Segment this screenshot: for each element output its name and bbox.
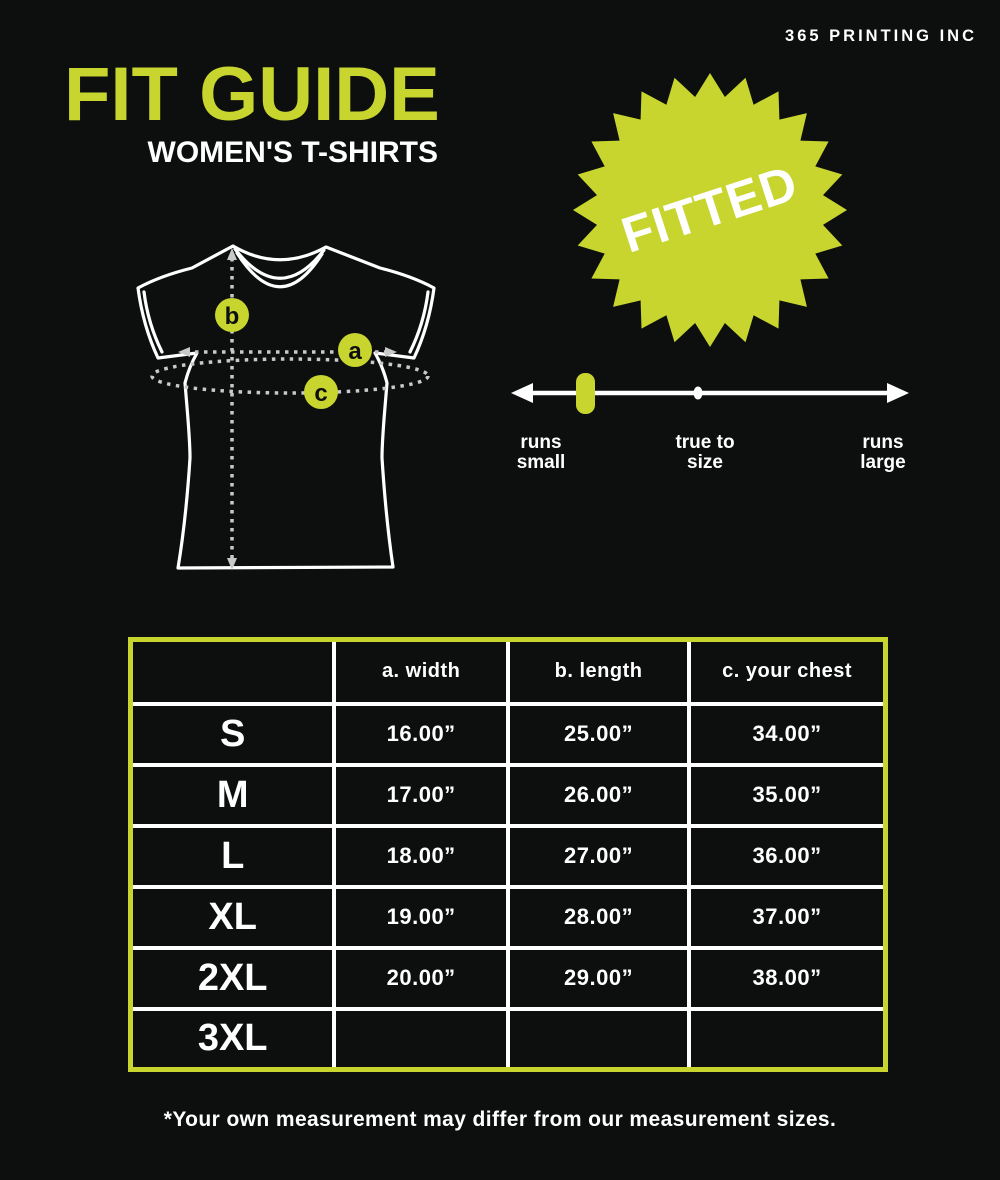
scale-label-line: runs: [862, 432, 904, 453]
collar-band-line-2: [237, 253, 322, 287]
table-cell: 20.00”: [334, 948, 508, 1009]
table-cell: 19.00”: [334, 887, 508, 948]
table-cell: 34.00”: [689, 704, 885, 765]
marker-a-label: a: [348, 338, 362, 365]
fitted-badge: [560, 60, 860, 360]
table-cell: 18.00”: [334, 826, 508, 887]
table-cell: 37.00”: [689, 887, 885, 948]
true-to-size-dot: [694, 387, 703, 400]
size-cell: M: [131, 765, 335, 826]
table-cell: 35.00”: [689, 765, 885, 826]
size-cell: 2XL: [131, 948, 335, 1009]
marker-a: [338, 333, 372, 367]
table-cell: 38.00”: [689, 948, 885, 1009]
table-cell: 17.00”: [334, 765, 508, 826]
table-row: [131, 948, 886, 1009]
table-cell: [508, 1009, 689, 1070]
scale-label-runs-large: [838, 433, 928, 473]
marker-b-label: b: [224, 303, 240, 330]
table-cell: 16.00”: [334, 704, 508, 765]
size-cell: S: [131, 704, 335, 765]
table-cell: 25.00”: [508, 704, 689, 765]
table-cell: 27.00”: [508, 826, 689, 887]
table-header-width: a. width: [334, 640, 508, 704]
size-cell: L: [131, 826, 335, 887]
size-table: [128, 637, 888, 1072]
table-header-length: b. length: [508, 640, 689, 704]
fit-scale: [505, 370, 915, 420]
table-row: [131, 1009, 886, 1070]
table-header-row: [131, 640, 886, 704]
footnote: *Your own measurement may differ from our measurement sizes.: [163, 1108, 837, 1131]
table-row: [131, 765, 886, 826]
scale-label-line: true to: [675, 432, 735, 453]
table-row: [131, 826, 886, 887]
table-cell: [689, 1009, 885, 1070]
scale-label-true-to-size: [655, 433, 755, 473]
fit-scale-marker: [576, 373, 595, 414]
marker-b: [215, 298, 249, 332]
size-cell: 3XL: [131, 1009, 335, 1070]
table-cell: 36.00”: [689, 826, 885, 887]
page-title: FIT GUIDE: [64, 52, 440, 137]
table-row: [131, 887, 886, 948]
brand-name: 365 PRINTING INC: [785, 27, 977, 45]
scale-arrow-right-icon: [887, 383, 909, 403]
scale-label-line: size: [687, 451, 723, 473]
marker-c: [304, 375, 338, 409]
tshirt-diagram: [110, 220, 470, 600]
table-cell: [334, 1009, 508, 1070]
badge-label: FITTED: [614, 154, 805, 264]
marker-c-label: c: [314, 380, 328, 407]
scale-label-runs-small: [496, 433, 586, 473]
page-subtitle: WOMEN'S T-SHIRTS: [147, 136, 438, 169]
table-header-size: [131, 640, 335, 704]
size-cell: XL: [131, 887, 335, 948]
scale-label-line: runs: [520, 432, 562, 453]
scale-label-line: small: [516, 451, 566, 473]
table-cell: 26.00”: [508, 765, 689, 826]
scale-label-line: large: [860, 451, 906, 473]
table-cell: 28.00”: [508, 887, 689, 948]
table-header-chest: c. your chest: [689, 640, 885, 704]
tshirt-outline: [138, 246, 434, 568]
table-row: [131, 704, 886, 765]
table-cell: 29.00”: [508, 948, 689, 1009]
scale-arrow-left-icon: [511, 383, 533, 403]
